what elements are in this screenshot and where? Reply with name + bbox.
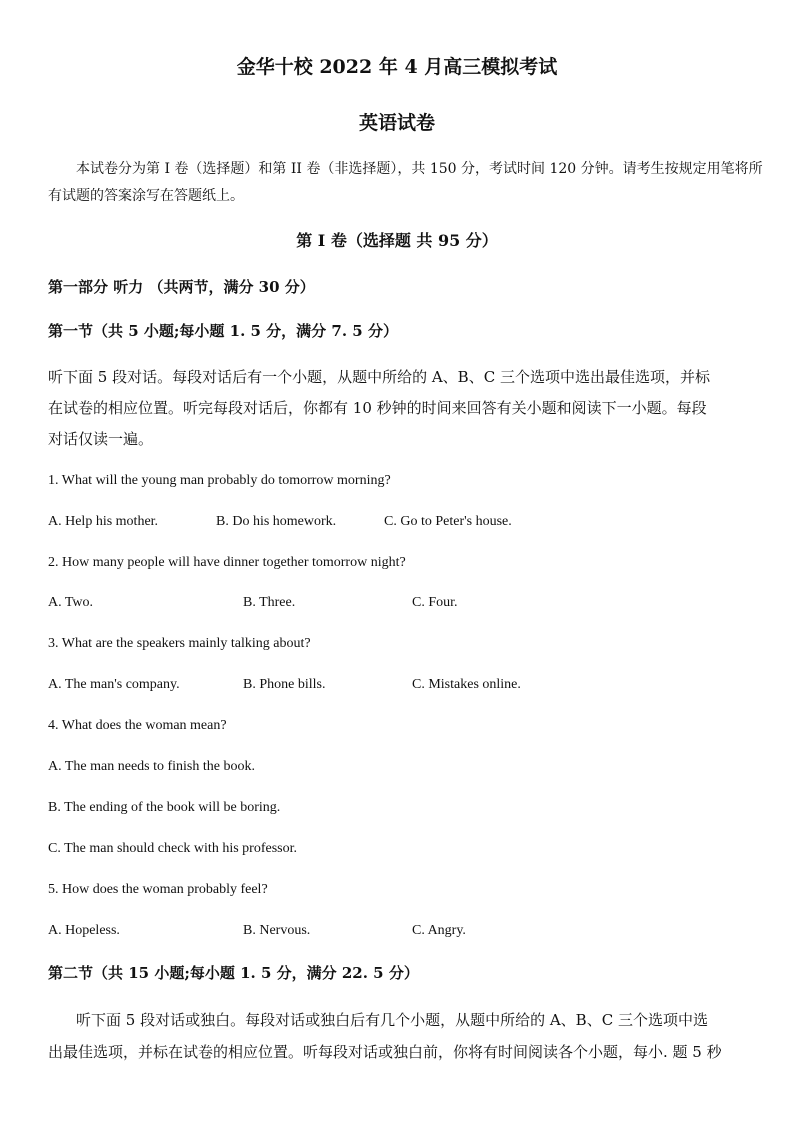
section1-instruction-line-2: 在试卷的相应位置。听完每段对话后，你都有 10 秒钟的时间来回答有关小题和阅读下一小题。每段 [48, 399, 707, 417]
q1-option-b: B. Do his homework. [216, 514, 337, 529]
exam-subtitle: 英语试卷 [358, 112, 435, 134]
q5-option-b: B. Nervous. [243, 923, 311, 938]
question-3: 3. What are the speakers mainly talking about? [48, 636, 311, 651]
q2-option-c: C. Four. [412, 595, 458, 610]
intro-line-1: 本试卷分为第 I 卷（选择题）和第 II 卷（非选择题），共 150 分，考试时间 120 分钟。请考生按规定用笔将所 [76, 161, 763, 177]
q1-option-c: C. Go to Peter's house. [384, 514, 512, 529]
question-1: 1. What will the young man probably do tomorrow morning? [48, 473, 391, 488]
section2-instruction-line-1: 听下面 5 段对话或独白。每段对话或独白后有几个小题，从题中所给的 A、B、C 三个选项中选 [76, 1011, 708, 1029]
q4-option-b: B. The ending of the book will be boring. [48, 800, 281, 815]
q5-option-c: C. Angry. [412, 923, 466, 938]
q3-option-a: A. The man's company. [48, 677, 180, 692]
q3-option-c: C. Mistakes online. [412, 677, 521, 692]
volume1-heading: 第 I 卷（选择题 共 95 分） [296, 231, 498, 250]
section1-instruction-line-1: 听下面 5 段对话。每段对话后有一个小题，从题中所给的 A、B、C 三个选项中选出最佳选项，并标 [48, 368, 710, 386]
intro-line-2: 有试题的答案涂写在答题纸上。 [48, 188, 244, 204]
q3-option-b: B. Phone bills. [243, 677, 326, 692]
part1-heading: 第一部分 听力 （共两节，满分 30 分） [48, 278, 315, 296]
exam-title: 金华十校 2022 年 4 月高三模拟考试 [236, 56, 558, 78]
question-5: 5. How does the woman probably feel? [48, 882, 268, 897]
question-2: 2. How many people will have dinner together tomorrow night? [48, 555, 406, 570]
section2-heading: 第二节（共 15 小题;每小题 1. 5 分，满分 22. 5 分） [48, 964, 419, 982]
q2-option-a: A. Two. [48, 595, 94, 610]
q5-option-a: A. Hopeless. [48, 923, 120, 938]
section2-instruction-line-2: 出最佳选项，并标在试卷的相应位置。听每段对话或独白前，你将有时间阅读各个小题，每小. 题 5 秒 [48, 1043, 722, 1061]
question-4: 4. What does the woman mean? [48, 718, 227, 733]
section1-heading: 第一节（共 5 小题;每小题 1. 5 分，满分 7. 5 分） [48, 322, 398, 340]
q2-option-b: B. Three. [243, 595, 296, 610]
q1-option-a: A. Help his mother. [48, 514, 159, 529]
section1-instruction-line-3: 对话仅读一遍。 [48, 430, 154, 448]
q4-option-c: C. The man should check with his professor. [48, 841, 297, 856]
q4-option-a: A. The man needs to finish the book. [48, 759, 255, 774]
